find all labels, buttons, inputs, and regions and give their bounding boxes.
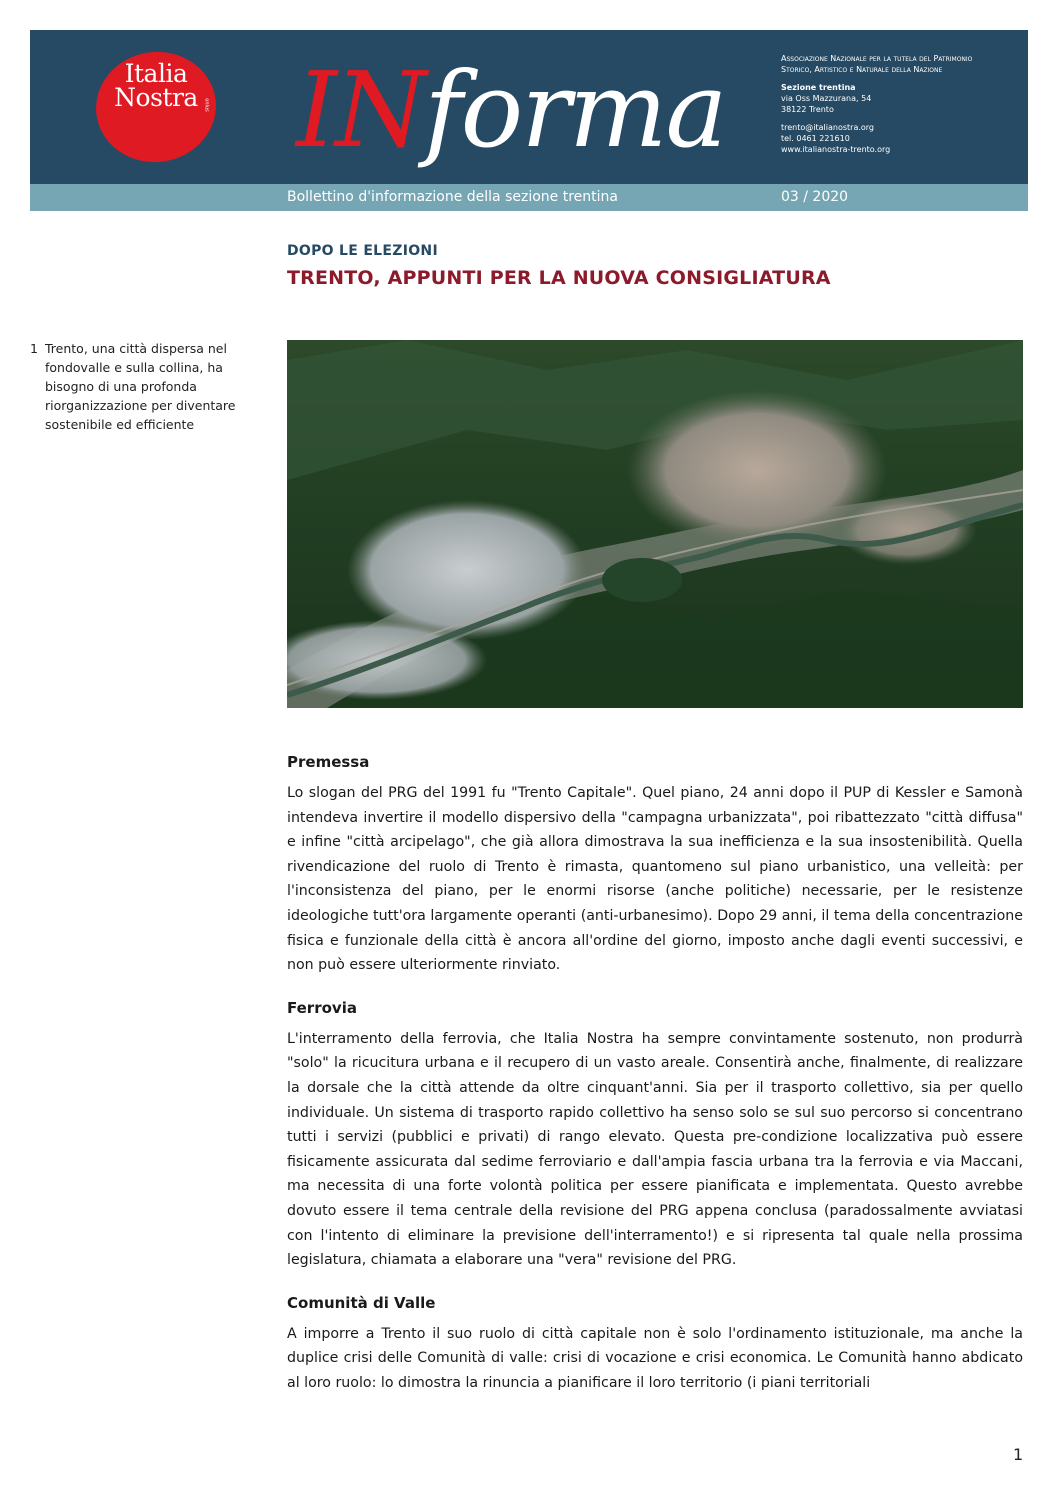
- section-body-ferrovia: L'interramento della ferrovia, che Italia Nostra ha sempre convintamente sostenuto, non produrrà "solo" la ricucitura urbana e il recupero di un vasto areale. Consentirà anche, finalmente, di realizzare la dorsale che la città attende da oltre cinquant'anni. Sia per il trasporto collettivo, sia per quello individuale. Un sistema di trasporto rapido collettivo ha senso solo se sul suo percorso si concentrano tutti i servizi (pubblici e privati) di rango elevato. Questa pre-condizione localizzativa può essere fisicamente assicurata dal sedime ferroviario e dall'ampia fascia urbana tra la ferrovia e via Maccani, ma necessita di una forte volontà politica per essere pianificata e implementata. Questo avrebbe dovuto essere il tema centrale della revisione del PRG appena conclusa (paradossalmente avviatasi con l'intento di eliminare la previsione dell'interramento!) e si ripresenta tal quale nella prossima legislatura, chiamata a elaborare una "vera" revisione del PRG.: [287, 1030, 1023, 1269]
- address-line-1: via Oss Mazzurana, 54: [781, 94, 872, 103]
- article-body: [287, 752, 1023, 1415]
- industrial-area-north: [347, 500, 587, 640]
- east-suburb: [837, 495, 977, 565]
- section-heading-premessa: Premessa: [287, 753, 370, 771]
- bulletin-subtitle: Bollettino d'informazione della sezione trentina: [287, 189, 618, 205]
- newsletter-brand: [296, 49, 726, 178]
- article-headline: TRENTO, APPUNTI PER LA NUOVA CONSIGLIATURA: [287, 267, 831, 289]
- contact-website[interactable]: www.italianostra-trento.org: [781, 145, 891, 154]
- issue-number: 03 / 2020: [781, 189, 849, 205]
- doss-trento-hill: [602, 558, 682, 602]
- contact-phone: tel. 0461 221610: [781, 134, 850, 143]
- satellite-photo-trento: [287, 340, 1023, 708]
- caption-text: Trento, una città dispersa nel fondovalle e sulla collina, ha bisogno di una profonda riorganizzazione per diventare sostenibile ed efficiente: [45, 341, 236, 432]
- association-info: [781, 53, 1026, 155]
- brand-in: IN: [296, 49, 425, 171]
- caption-number: 1: [30, 341, 38, 356]
- brand-forma: forma: [424, 49, 726, 171]
- photo-caption: [30, 339, 250, 434]
- logo-line-2: Nostra: [114, 83, 198, 112]
- article-kicker: DOPO LE ELEZIONI: [287, 243, 438, 259]
- section-name: Sezione trentina: [781, 83, 856, 92]
- section-heading-ferrovia: Ferrovia: [287, 998, 357, 1017]
- logo-wordmark: [100, 59, 212, 112]
- contact-email[interactable]: trento@italianostra.org: [781, 123, 875, 132]
- section-body-comunita-di-valle: A imporre a Trento il suo ruolo di città capitale non è solo l'ordinamento istituzionale, ma anche la duplice crisi delle Comunità di valle: crisi di vocazione e crisi economica. Le Comunità hanno abdicato al loro ruolo: lo dimostra la rinuncia a pianificare il loro territorio (i piani territoriali: [287, 1325, 1023, 1391]
- section-heading-comunita-di-valle: Comunità di Valle: [287, 1293, 436, 1312]
- logo-line-1: Italia: [124, 59, 188, 88]
- page-number: 1: [1013, 1445, 1024, 1464]
- satellite-image: [287, 340, 1023, 708]
- address-line-2: 38122 Trento: [781, 105, 834, 114]
- section-body-premessa: Lo slogan del PRG del 1991 fu "Trento Capitale". Quel piano, 24 anni dopo il PUP di Kessler e Samonà intendeva invertire il modello dispersivo della "campagna urbanizzata", poi ribattezzato "città diffusa" e infine "città arcipelago", che già allora dimostrava la sua inefficienza e la sua insostenibilità. Quella rivendicazione del ruolo di Trento è rimasta, quantomeno sul piano urbanistico, una velleità: per l'inconsistenza del piano, per le enormi risorse (anche politiche) necessarie, per le resistenze ideologiche tutt'ora largamente operanti (anti-urbanesimo). Dopo 29 anni, il tema della concentrazione fisica e funzionale della città è ancora all'ordine del giorno, imposto anche dagli eventi successivi, e non può essere ulteriormente rinviato.: [287, 785, 1023, 974]
- association-name-line-1: Associazione Nazionale per la tutela del Patrimonio: [781, 54, 973, 63]
- association-name-line-2: Storico, Artistico e Naturale della Nazione: [781, 65, 943, 74]
- logo-badge: onlus: [203, 98, 210, 112]
